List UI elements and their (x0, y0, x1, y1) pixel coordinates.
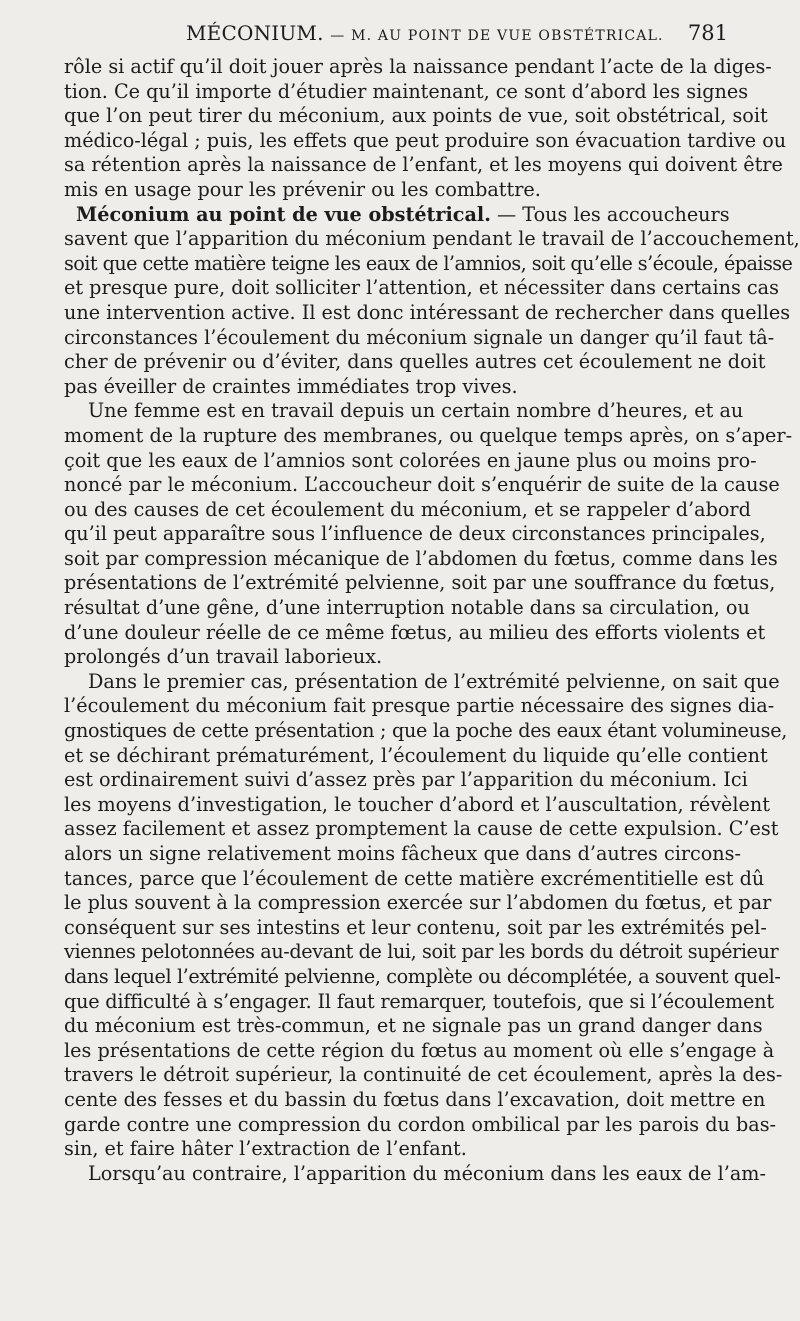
text-line: cher de prévenir ou d’éviter, dans quelles autres cet écoulement ne doit (64, 350, 766, 374)
body-text (64, 55, 800, 1186)
text-line: le plus souvent à la compression exercée sur l’abdomen du fœtus, et par (64, 891, 772, 915)
running-title-section: — M. AU POINT DE VUE OBSTÉTRICAL. (330, 28, 664, 44)
text-line: tances, parce que l’écoulement de cette matière excrémentitielle est dû (64, 866, 765, 890)
running-title-main: MÉCONIUM. (186, 21, 324, 45)
text-line: d’une douleur réelle de ce même fœtus, au milieu des efforts violents et (64, 620, 766, 644)
text-line: savent que l’apparition du méconium pendant le travail de l’accouchement, (64, 227, 800, 251)
text-line: assez facilement et assez promptement la cause de cette expulsion. C’est (64, 817, 779, 841)
text-line: les présentations de cette région du fœtus au moment où elle s’engage à (64, 1038, 775, 1062)
text-line: garde contre une compression du cordon ombilical par les parois du bas- (64, 1112, 777, 1136)
text-line: viennes pelotonnées au-devant de lui, soit par les bords du détroit supérieur (64, 940, 779, 964)
text-line: travers le détroit supérieur, la continuité de cet écoulement, après la des- (64, 1063, 783, 1087)
section-heading: Méconium au point de vue obstétrical. (76, 202, 491, 226)
text-line: conséquent sur ses intestins et leur contenu, soit par les extrémités pel- (64, 915, 767, 939)
text-line: soit par compression mécanique de l’abdomen du fœtus, comme dans les (64, 546, 778, 570)
text-line: soit que cette matière teigne les eaux de l’amnios, soit qu’elle s’écoule, épaisse (64, 251, 793, 275)
text-line: noncé par le méconium. L’accoucheur doit s’enquérir de suite de la cause (64, 473, 780, 497)
text-line: médico-légal ; puis, les effets que peut produire son évacuation tardive ou (64, 128, 787, 152)
text-line: sin, et faire hâter l’extraction de l’enfant. (64, 1137, 467, 1161)
text-line: circonstances l’écoulement du méconium signale un danger qu’il faut tâ- (64, 325, 775, 349)
text-line: Lorsqu’au contraire, l’apparition du méconium dans les eaux de l’am- (88, 1161, 766, 1185)
text-line: sa rétention après la naissance de l’enfant, et les moyens qui doivent être (64, 153, 783, 177)
text-line: prolongés d’un travail laborieux. (64, 645, 383, 669)
text-line: cente des fesses et du bassin du fœtus dans l’excavation, doit mettre en (64, 1087, 766, 1111)
text-line: que difficulté à s’engager. Il faut remarquer, toutefois, que si l’écoulement (64, 989, 774, 1013)
text-line (64, 203, 728, 228)
text-line: présentations de l’extrémité pelvienne, soit par une souffrance du fœtus, (64, 571, 776, 595)
text-line: dans lequel l’extrémité pelvienne, complète ou décomplétée, a souvent quel- (64, 964, 781, 988)
text-line: gnostiques de cette présentation ; que la poche des eaux étant volumineuse, (64, 719, 788, 743)
text-line: mis en usage pour les prévenir ou les combattre. (64, 177, 541, 201)
running-title (186, 18, 664, 51)
text-line: ou des causes de cet écoulement du méconium, et se rappeler d’abord (64, 497, 751, 521)
text-line: pas éveiller de craintes immédiates trop vives. (64, 374, 518, 398)
text-line: alors un signe relativement moins fâcheux que dans d’autres circons- (64, 842, 741, 865)
paragraph (64, 399, 793, 670)
paragraph (64, 202, 800, 400)
text-line: est ordinairement suivi d’assez près par l’apparition du méconium. Ici (64, 768, 748, 792)
text-line: tion. Ce qu’il importe d’étudier maintenant, ce sont d’abord les signes (64, 79, 749, 103)
text-line: l’écoulement du méconium fait presque partie nécessaire des signes dia- (64, 694, 775, 718)
text-line: Dans le premier cas, présentation de l’extrémité pelvienne, on sait que (88, 669, 780, 693)
text-line: qu’il peut apparaître sous l’influence de deux circonstances principales, (64, 522, 766, 546)
text-line: les moyens d’investigation, le toucher d’abord et l’auscultation, révèlent (64, 792, 770, 816)
text-line-content: — Tous les accoucheurs (490, 202, 730, 226)
text-line: rôle si actif qu’il doit jouer après la naissance pendant l’acte de la diges- (64, 55, 772, 78)
text-line: et se déchirant prématurément, l’écoulement du liquide qu’elle contient (64, 743, 768, 767)
paragraph (64, 1161, 766, 1187)
text-line: çoit que les eaux de l’amnios sont colorées en jaune plus ou moins pro- (64, 448, 757, 472)
paragraph (64, 669, 788, 1162)
text-line: Une femme est en travail depuis un certain nombre d’heures, et au (88, 399, 744, 423)
text-line: et presque pure, doit solliciter l’attention, et nécessiter dans certains cas (64, 276, 779, 300)
text-line: du méconium est très-commun, et ne signale pas un grand danger dans (64, 1014, 763, 1038)
running-head (64, 18, 728, 48)
paragraph (64, 55, 787, 203)
text-line: résultat d’une gêne, d’une interruption notable dans sa circulation, ou (64, 596, 750, 620)
page-number: 781 (687, 21, 728, 45)
text-line: une intervention active. Il est donc intéressant de rechercher dans quelles (64, 300, 791, 324)
text-line: moment de la rupture des membranes, ou quelque temps après, on s’aper- (64, 423, 793, 447)
text-line: que l’on peut tirer du méconium, aux points de vue, soit obstétrical, soit (64, 104, 768, 128)
